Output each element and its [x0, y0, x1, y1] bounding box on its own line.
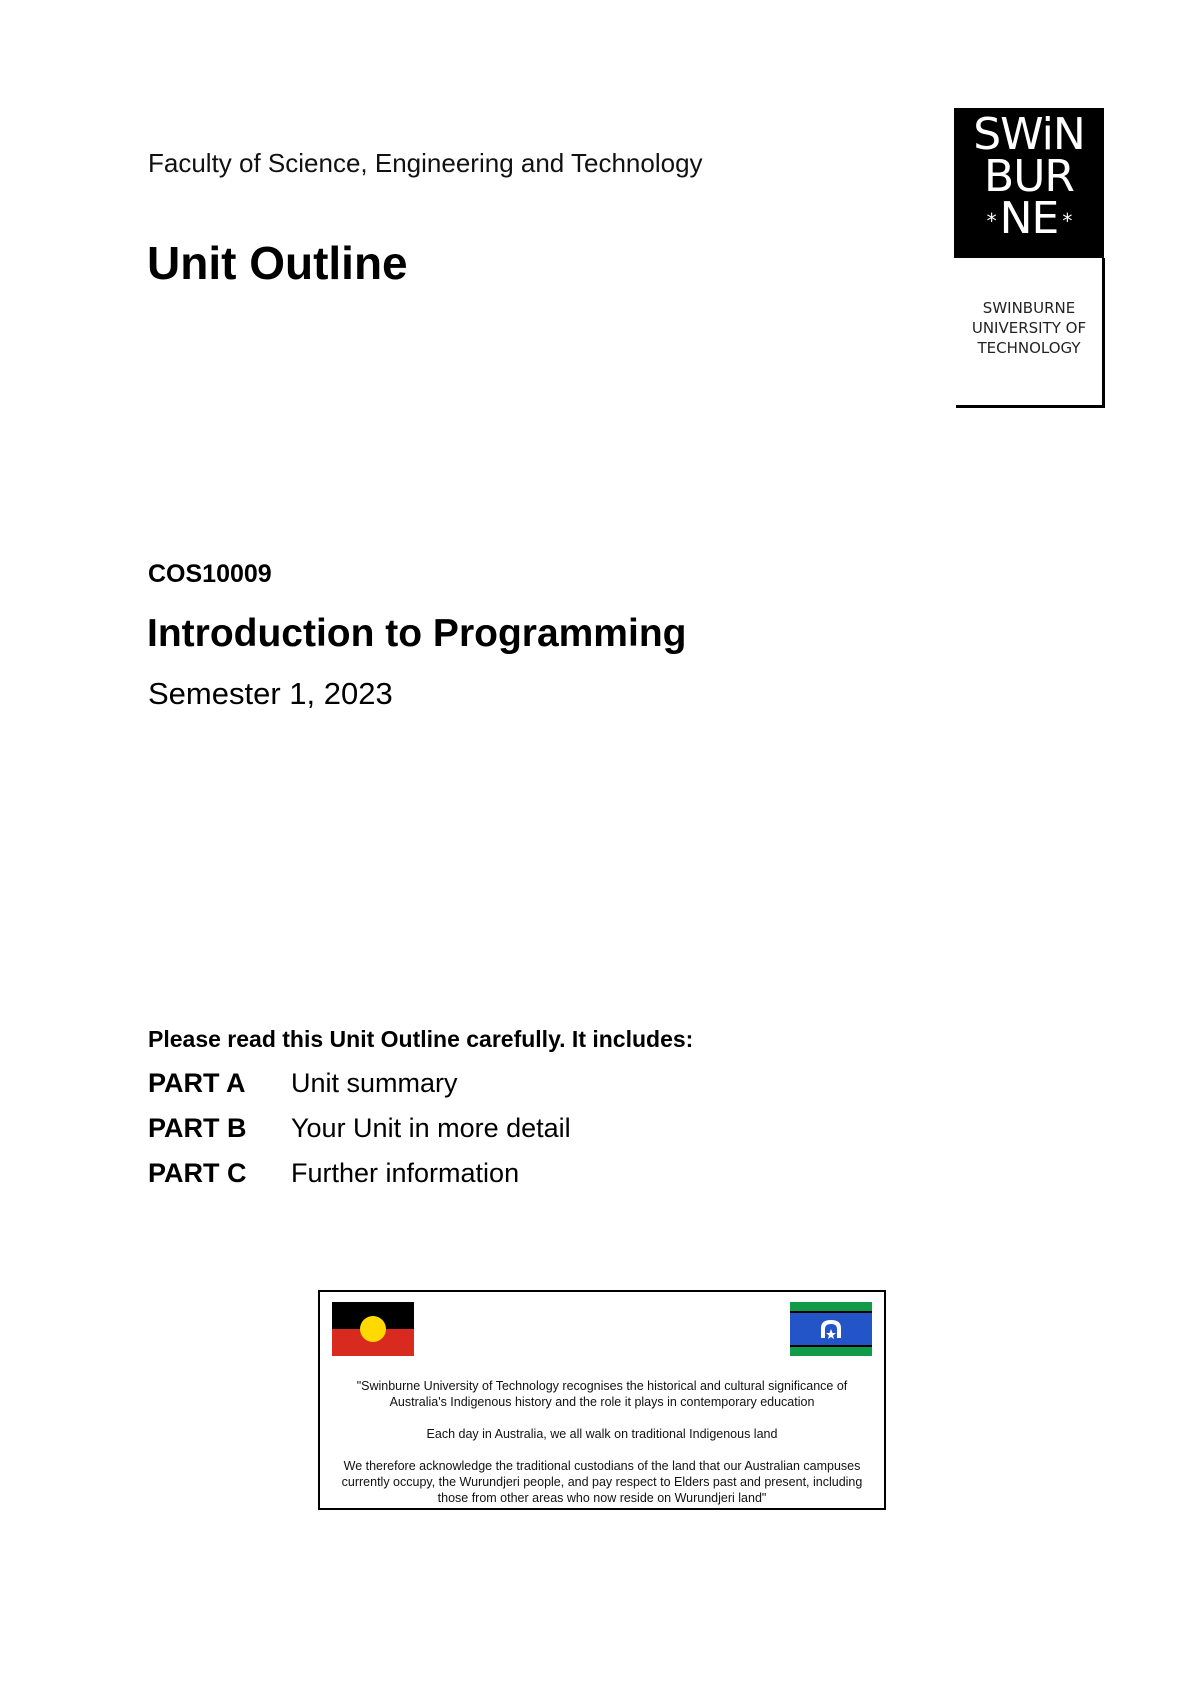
contents-intro: Please read this Unit Outline carefully. It includes:	[148, 1026, 694, 1052]
swinburne-logo	[954, 108, 1106, 408]
acknowledgement-paragraph: Each day in Australia, we all walk on traditional Indigenous land	[426, 1427, 778, 1441]
contents-item	[148, 1068, 571, 1113]
torres-strait-islander-flag-icon	[790, 1302, 872, 1356]
contents-item	[148, 1158, 571, 1203]
logo-wordmark-line: TECHNOLOGY	[977, 339, 1081, 357]
part-title: Your Unit in more detail	[291, 1113, 571, 1143]
logo-mark-line-2: BUR	[984, 151, 1074, 202]
acknowledgement-paragraph: "Swinburne University of Technology recognises the historical and cultural significance of Australia's Indigenous history and the role it plays in contemporary education	[356, 1379, 848, 1409]
logo-rule	[956, 405, 1105, 408]
logo-mark-line-1: SWiN	[973, 109, 1085, 160]
logo-mark-line-3-text: NE	[999, 193, 1059, 244]
acknowledgement-text	[330, 1378, 874, 1522]
logo-wordmark-line: SWINBURNE	[982, 299, 1076, 317]
unit-code: COS10009	[148, 560, 272, 588]
part-title: Unit summary	[291, 1068, 458, 1098]
logo-star-icon: *	[1062, 209, 1072, 233]
semester: Semester 1, 2023	[148, 676, 393, 711]
faculty-name: Faculty of Science, Engineering and Technology	[148, 148, 703, 178]
aboriginal-flag-icon	[332, 1302, 414, 1356]
part-label: PART C	[148, 1158, 247, 1188]
logo-wordmark-line: UNIVERSITY OF	[971, 319, 1087, 337]
logo-mark-line-3	[954, 193, 1104, 244]
contents-list	[148, 1068, 571, 1203]
document-title: Unit Outline	[147, 237, 408, 289]
unit-name: Introduction to Programming	[147, 612, 687, 655]
logo-wordmark	[954, 298, 1104, 358]
part-title: Further information	[291, 1158, 520, 1188]
logo-star-icon: *	[986, 209, 996, 233]
acknowledgement-paragraph: We therefore acknowledge the traditional custodians of the land that our Australian campuses currently occupy, the Wurundjeri people, and pay respect to Elders past and present, including those from other areas who now reside on Wurundjeri land"	[341, 1459, 863, 1505]
acknowledgement-box	[318, 1290, 886, 1510]
logo-mark	[954, 108, 1104, 258]
part-label: PART A	[148, 1068, 246, 1098]
part-label: PART B	[148, 1113, 247, 1143]
contents-item	[148, 1113, 571, 1158]
